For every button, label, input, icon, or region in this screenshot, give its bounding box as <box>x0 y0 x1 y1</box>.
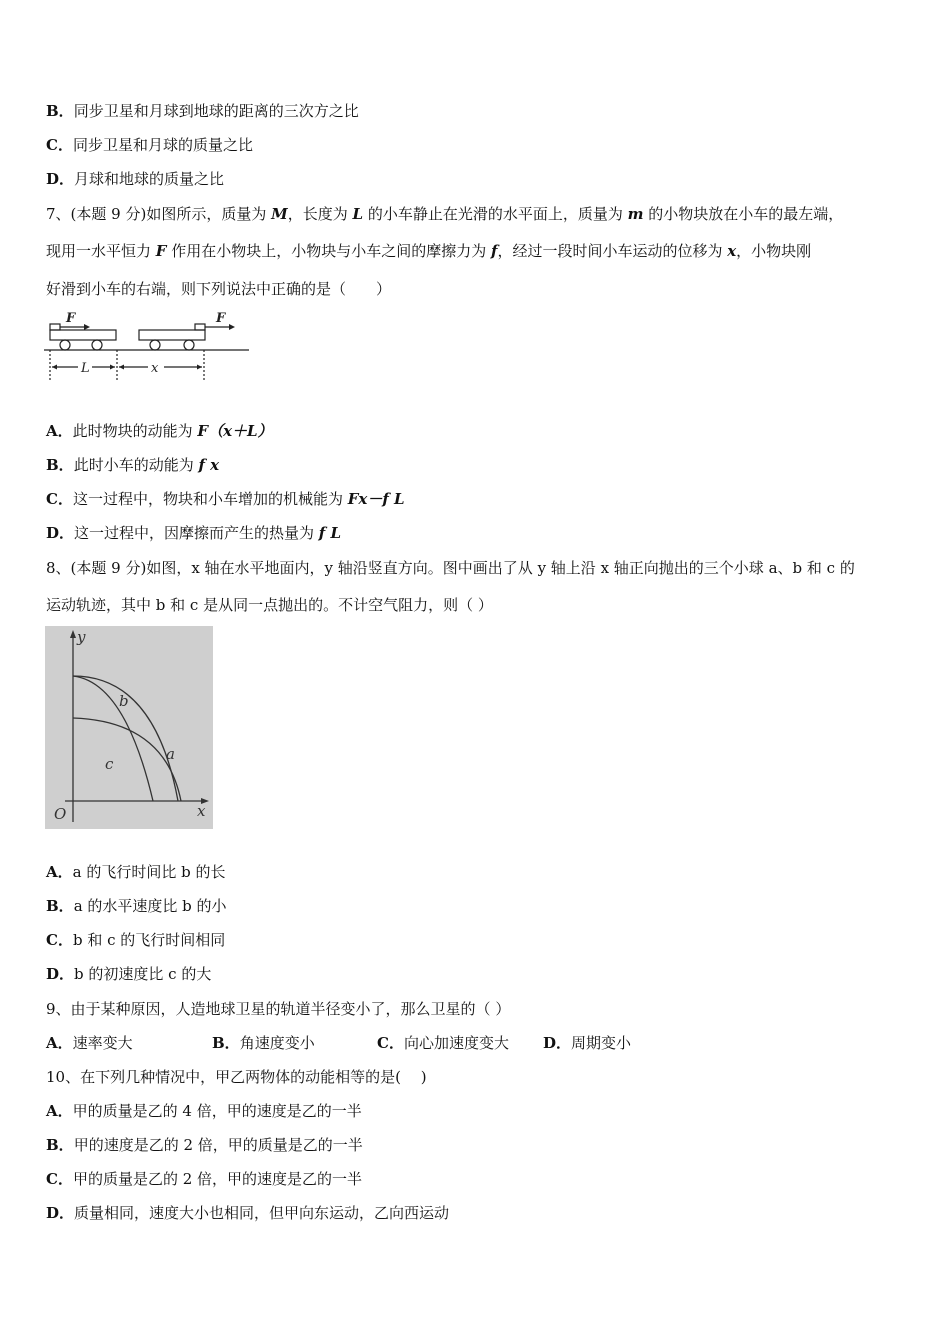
option-label: B． <box>46 1136 74 1154</box>
q8-stem-line-1: 8、(本题 9 分)如图，x 轴在水平地面内，y 轴沿竖直方向。图中画出了从 y 轴上沿 x 轴正向抛出的三个小球 a、b 和 c 的 <box>46 559 855 577</box>
option-text: 甲的质量是乙的 2 倍，甲的速度是乙的一半 <box>72 1170 363 1188</box>
q10-option-c <box>46 1169 362 1189</box>
option-label: D． <box>46 965 75 983</box>
prev-option-d <box>46 169 224 189</box>
option-text: 这一过程中，因摩擦而产生的热量为 <box>74 524 319 542</box>
q8-option-d <box>46 964 211 984</box>
option-text: 角速度变小 <box>239 1034 315 1052</box>
option-text: b 和 c 的飞行时间相同 <box>72 931 226 949</box>
q8-option-c <box>46 930 225 950</box>
arrowhead <box>52 365 57 370</box>
q8-option-a <box>46 862 226 882</box>
option-text: 同步卫星和月球到地球的距离的三次方之比 <box>73 102 359 120</box>
arrowhead <box>110 365 115 370</box>
q7-stem-line-3: 好滑到小车的右端，则下列说法中正确的是（ ） <box>46 280 392 298</box>
var-f: f <box>490 242 498 260</box>
q8-option-b <box>46 896 227 916</box>
var-m: m <box>627 205 644 223</box>
option-label: D． <box>46 170 75 188</box>
option-math: f x <box>198 456 220 474</box>
var-M: M <box>271 205 288 223</box>
option-text: 甲的速度是乙的 2 倍，甲的质量是乙的一半 <box>73 1136 363 1154</box>
arrowhead <box>197 365 202 370</box>
length-label: L <box>81 361 90 376</box>
option-math: f L <box>318 524 342 542</box>
q9-option-b <box>212 1033 315 1053</box>
option-label: D． <box>46 1204 75 1222</box>
option-label: B． <box>46 456 74 474</box>
option-math: F（x＋L） <box>197 422 273 440</box>
wheel <box>60 340 70 350</box>
prev-option-c <box>46 135 253 155</box>
arrowhead <box>84 324 90 330</box>
option-text: a 的飞行时间比 b 的长 <box>72 863 226 881</box>
force-label-right: F <box>216 311 226 326</box>
option-label: B． <box>46 897 74 915</box>
option-label: D． <box>543 1034 572 1052</box>
q9-option-a <box>46 1033 133 1053</box>
force-label-left: F <box>66 311 76 326</box>
curve-label-a: a <box>166 745 175 763</box>
trajectory-figure <box>45 626 213 829</box>
q7-text: 7、(本题 9 分)如图所示，质量为 <box>46 205 272 223</box>
option-label: B． <box>212 1034 240 1052</box>
option-text: 同步卫星和月球的质量之比 <box>72 136 253 154</box>
wheel <box>150 340 160 350</box>
option-text: 这一过程中，物块和小车增加的机械能为 <box>72 490 348 508</box>
block-left <box>50 324 60 330</box>
option-label: B． <box>46 102 74 120</box>
option-text: a 的水平速度比 b 的小 <box>73 897 227 915</box>
q7-stem-line-2 <box>46 241 811 261</box>
cart-left <box>50 330 116 340</box>
option-label: C． <box>46 490 73 508</box>
q7-option-b <box>46 455 219 475</box>
q7-text: 作用在小物块上，小物块与小车之间的摩擦力为 <box>166 242 491 260</box>
option-text: b 的初速度比 c 的大 <box>74 965 212 983</box>
q7-option-d <box>46 523 341 543</box>
option-text: 周期变小 <box>571 1034 632 1052</box>
arrowhead <box>119 365 124 370</box>
wheel <box>184 340 194 350</box>
q10-option-b <box>46 1135 363 1155</box>
y-axis-label: y <box>77 628 86 646</box>
option-label: A． <box>46 863 73 881</box>
option-text: 速率变大 <box>72 1034 133 1052</box>
option-text: 甲的质量是乙的 4 倍，甲的速度是乙的一半 <box>72 1102 362 1120</box>
option-label: A． <box>46 1034 73 1052</box>
q7-option-a <box>46 421 273 441</box>
x-axis-label: x <box>197 802 206 820</box>
option-label: C． <box>377 1034 404 1052</box>
option-label: C． <box>46 136 73 154</box>
q7-text: ，经过一段时间小车运动的位移为 <box>497 242 728 260</box>
prev-option-b <box>46 101 359 121</box>
var-L: L <box>352 205 364 223</box>
q7-text: 的小物块放在小车的最左端， <box>643 205 844 223</box>
option-label: D． <box>46 524 75 542</box>
q7-stem-line-1 <box>46 204 843 224</box>
curve-label-b: b <box>119 692 129 710</box>
option-text: 质量相同，速度大小也相同，但甲向东运动，乙向西运动 <box>74 1204 450 1222</box>
q7-text: ，小物块刚 <box>736 242 812 260</box>
option-text: 此时小车的动能为 <box>73 456 199 474</box>
option-label: A． <box>46 1102 73 1120</box>
option-text: 月球和地球的质量之比 <box>74 170 225 188</box>
option-label: C． <box>46 931 73 949</box>
wheel <box>92 340 102 350</box>
origin-label: O <box>54 805 67 823</box>
option-text: 此时物块的动能为 <box>72 422 198 440</box>
q9-option-d <box>543 1033 631 1053</box>
cart-block-figure <box>44 310 254 386</box>
arrowhead <box>229 324 235 330</box>
q10-stem: 10、在下列几种情况中，甲乙两物体的动能相等的是( ) <box>46 1068 427 1086</box>
option-math: Fx－f L <box>347 490 405 508</box>
var-x: x <box>727 242 737 260</box>
curve-label-c: c <box>105 755 114 773</box>
cart-right <box>139 330 205 340</box>
option-text: 向心加速度变大 <box>403 1034 509 1052</box>
option-label: C． <box>46 1170 73 1188</box>
q7-text: 现用一水平恒力 <box>46 242 156 260</box>
block-right <box>195 324 205 330</box>
displacement-label: x <box>151 361 159 376</box>
var-F: F <box>155 242 167 260</box>
option-label: A． <box>46 422 73 440</box>
q7-text: 的小车静止在光滑的水平面上，质量为 <box>363 205 628 223</box>
q7-option-c <box>46 489 405 509</box>
q10-option-a <box>46 1101 362 1121</box>
q7-text: ，长度为 <box>287 205 353 223</box>
q9-stem: 9、由于某种原因，人造地球卫星的轨道半径变小了，那么卫星的（ ） <box>46 1000 511 1018</box>
q8-stem-line-2: 运动轨迹，其中 b 和 c 是从同一点抛出的。不计空气阻力，则（ ） <box>46 596 493 614</box>
q9-option-c <box>377 1033 509 1053</box>
q10-option-d <box>46 1203 449 1223</box>
